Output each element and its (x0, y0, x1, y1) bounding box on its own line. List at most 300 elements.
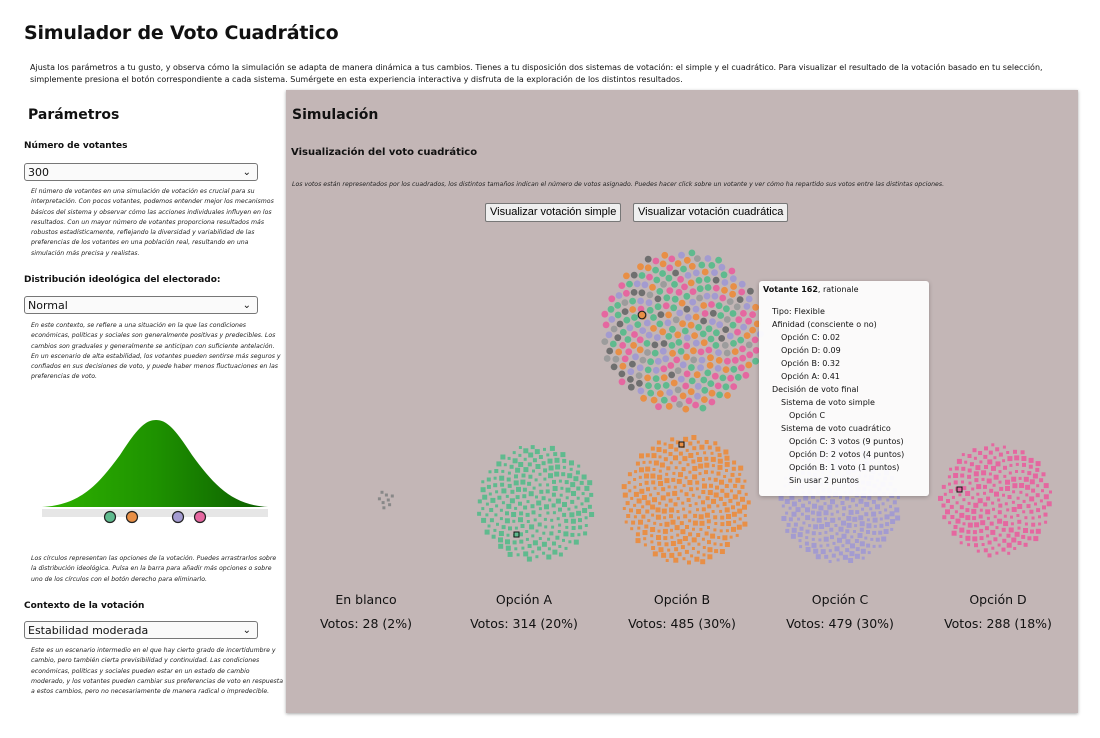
voter-dot[interactable] (683, 343, 690, 350)
voter-dot[interactable] (709, 390, 716, 397)
voter-dot[interactable] (672, 296, 679, 303)
voter-dot[interactable] (700, 377, 707, 384)
voter-dot[interactable] (653, 277, 660, 284)
voter-dot[interactable] (724, 316, 731, 323)
voter-dot[interactable] (678, 348, 685, 355)
voter-dot[interactable] (734, 329, 741, 336)
ideology-distribution-chart[interactable] (40, 415, 272, 527)
voter-dot[interactable] (622, 299, 629, 306)
voter-dot[interactable] (716, 321, 723, 328)
voter-dot[interactable] (656, 288, 663, 295)
voter-dot[interactable] (722, 279, 729, 286)
voter-dot[interactable] (698, 262, 705, 269)
voter-dot[interactable] (638, 388, 645, 395)
voter-dot[interactable] (680, 361, 687, 368)
voter-dot[interactable] (710, 310, 717, 317)
voter-dot[interactable] (737, 337, 744, 344)
voter-dot[interactable] (699, 357, 706, 364)
voter-dot[interactable] (689, 250, 696, 257)
voter-dot[interactable] (697, 285, 704, 292)
voter-dot[interactable] (646, 274, 653, 281)
voter-dot[interactable] (644, 320, 651, 327)
voter-dot[interactable] (628, 384, 635, 391)
distribution-bar[interactable] (42, 509, 268, 517)
voter-dot[interactable] (640, 395, 647, 402)
voter-dot[interactable] (700, 405, 707, 412)
voter-dot[interactable] (677, 276, 684, 283)
voter-dot[interactable] (653, 375, 660, 382)
voter-dot[interactable] (693, 340, 700, 347)
voter-dot[interactable] (670, 304, 677, 311)
voter-dot[interactable] (639, 327, 646, 334)
voter-dot[interactable] (652, 342, 659, 349)
voter-dot[interactable] (704, 276, 711, 283)
voter-dot[interactable] (637, 364, 644, 371)
voter-dot[interactable] (678, 376, 685, 383)
voter-dot[interactable] (735, 316, 742, 323)
voter-dot[interactable] (697, 364, 704, 371)
voter-dot[interactable] (695, 383, 702, 390)
voter-dot[interactable] (701, 387, 708, 394)
voter-dot[interactable] (654, 383, 661, 390)
voter-dot[interactable] (652, 267, 659, 274)
voter-dot[interactable] (739, 281, 746, 288)
voter-dot[interactable] (653, 367, 660, 374)
voter-dot[interactable] (715, 383, 722, 390)
voter-dot[interactable] (619, 342, 626, 349)
voter-dot[interactable] (740, 310, 747, 317)
voter-dot[interactable] (724, 392, 731, 399)
voter-dot[interactable] (688, 280, 695, 287)
voter-dot[interactable] (619, 371, 626, 378)
voter-dot[interactable] (705, 284, 712, 291)
voter-dot[interactable] (620, 363, 627, 370)
voter-dot[interactable] (700, 331, 707, 338)
voter-dot[interactable] (716, 357, 723, 364)
voter-dot[interactable] (713, 329, 720, 336)
voter-dot[interactable] (614, 334, 621, 341)
voter-dot[interactable] (660, 261, 667, 268)
voter-dot[interactable] (672, 270, 679, 277)
quadratic-vote-button[interactable]: Visualizar votación cuadrática (633, 203, 788, 222)
voter-dot[interactable] (610, 341, 617, 348)
voter-dot[interactable] (747, 288, 754, 295)
voter-dot[interactable] (752, 358, 759, 365)
voter-dot[interactable] (724, 358, 731, 365)
voter-dot[interactable] (700, 302, 707, 309)
voter-dot[interactable] (661, 374, 668, 381)
option-d-handle[interactable] (195, 512, 206, 523)
voter-dot[interactable] (625, 336, 632, 343)
voter-dot[interactable] (729, 268, 736, 275)
voter-dot[interactable] (626, 281, 633, 288)
voter-dot[interactable] (686, 398, 693, 405)
voter-dot[interactable] (668, 372, 675, 379)
voter-dot[interactable] (618, 282, 625, 289)
voter-dot[interactable] (683, 293, 690, 300)
voter-dot[interactable] (715, 257, 722, 264)
voter-dot[interactable] (644, 340, 651, 347)
voter-dot[interactable] (673, 316, 680, 323)
voter-dot[interactable] (645, 382, 652, 389)
voter-dot[interactable] (669, 350, 676, 357)
voter-dot[interactable] (707, 362, 714, 369)
voter-dot[interactable] (606, 348, 613, 355)
voter-dot[interactable] (613, 356, 620, 363)
voter-dot[interactable] (637, 263, 644, 270)
voter-dot[interactable] (611, 326, 618, 333)
voter-dot[interactable] (712, 373, 719, 380)
voter-dot[interactable] (649, 284, 656, 291)
voter-dot[interactable] (662, 355, 669, 362)
voter-dot[interactable] (629, 361, 636, 368)
voter-dot[interactable] (647, 307, 654, 314)
voter-dot[interactable] (666, 403, 673, 410)
voter-dot[interactable] (730, 283, 737, 290)
voter-dot[interactable] (671, 395, 678, 402)
voter-dot[interactable] (722, 326, 729, 333)
voter-dot[interactable] (693, 270, 700, 277)
voter-dot[interactable] (732, 348, 739, 355)
voter-dot[interactable] (752, 304, 759, 311)
voter-dot[interactable] (646, 299, 653, 306)
voter-dot[interactable] (660, 281, 667, 288)
voter-dot[interactable] (706, 325, 713, 332)
voter-dot[interactable] (685, 314, 692, 321)
voter-dot[interactable] (746, 351, 753, 358)
voter-dot[interactable] (629, 306, 636, 313)
voter-dot[interactable] (681, 284, 688, 291)
voter-dot[interactable] (744, 303, 751, 310)
voter-dot[interactable] (606, 332, 613, 339)
voter-dot[interactable] (663, 302, 670, 309)
voter-dot[interactable] (659, 270, 666, 277)
voter-dot[interactable] (608, 306, 615, 313)
voter-dot[interactable] (688, 364, 695, 371)
voter-dot[interactable] (752, 337, 759, 344)
voter-dot[interactable] (611, 364, 618, 371)
voter-dot[interactable] (684, 257, 691, 264)
voter-dot[interactable] (663, 382, 670, 389)
voter-dot[interactable] (676, 289, 683, 296)
voter-dot[interactable] (675, 367, 682, 374)
voter-dot[interactable] (675, 260, 682, 267)
context-select[interactable] (24, 621, 258, 639)
voter-dot[interactable] (676, 310, 683, 317)
voter-dot[interactable] (636, 372, 643, 379)
voter-dot[interactable] (655, 403, 662, 410)
voter-dot[interactable] (730, 322, 737, 329)
voters-select[interactable] (24, 163, 258, 181)
voter-dot[interactable] (682, 383, 689, 390)
voter-dot[interactable] (653, 258, 660, 265)
voter-dot[interactable] (705, 255, 712, 262)
voter-dot[interactable] (682, 328, 689, 335)
voter-dot[interactable] (645, 264, 652, 271)
voter-dot[interactable] (730, 275, 737, 282)
voter-dot[interactable] (707, 354, 714, 361)
voter-dot[interactable] (724, 350, 731, 357)
voter-dot[interactable] (674, 331, 681, 338)
voter-dot[interactable] (717, 312, 724, 319)
voter-dot[interactable] (738, 364, 745, 371)
voter-dot[interactable] (701, 339, 708, 346)
voter-dot[interactable] (655, 358, 662, 365)
voter-dot[interactable] (608, 295, 615, 302)
voter-dot[interactable] (647, 292, 654, 299)
voter-dot[interactable] (729, 291, 736, 298)
voter-dot[interactable] (716, 392, 723, 399)
voter-dot[interactable] (745, 362, 752, 369)
voter-dot[interactable] (723, 305, 730, 312)
voter-dot[interactable] (708, 336, 715, 343)
voter-dot[interactable] (623, 317, 630, 324)
voter-dot[interactable] (707, 380, 714, 387)
voter-dot[interactable] (739, 346, 746, 353)
voter-dot[interactable] (630, 342, 637, 349)
voter-dot[interactable] (661, 340, 668, 347)
voter-dot[interactable] (730, 366, 737, 373)
voter-dot[interactable] (645, 367, 652, 374)
distribution-select[interactable] (24, 296, 258, 314)
voter-dot[interactable] (735, 374, 742, 381)
voter-dot[interactable] (660, 365, 667, 372)
voter-dot[interactable] (666, 275, 673, 282)
voter-dot[interactable] (675, 387, 682, 394)
voter-dot[interactable] (740, 324, 747, 331)
voter-dot[interactable] (694, 371, 701, 378)
voter-dot[interactable] (739, 355, 746, 362)
voter-dot[interactable] (684, 306, 691, 313)
voter-dot[interactable] (665, 333, 672, 340)
voter-dot[interactable] (658, 311, 665, 318)
voter-dot[interactable] (622, 308, 629, 315)
voter-dot[interactable] (723, 366, 730, 373)
voter-dot[interactable] (620, 329, 627, 336)
voter-dot[interactable] (712, 293, 719, 300)
voter-dot[interactable] (637, 346, 644, 353)
voter-dot[interactable] (667, 362, 674, 369)
voter-dot[interactable] (723, 383, 730, 390)
voter-dot[interactable] (709, 399, 716, 406)
voter-dot[interactable] (632, 353, 639, 360)
voter-dot[interactable] (688, 322, 695, 329)
voter-dot[interactable] (652, 350, 659, 357)
voter-dot[interactable] (637, 298, 644, 305)
voter-dot[interactable] (745, 318, 752, 325)
voter-dot[interactable] (715, 349, 722, 356)
voter-dot[interactable] (631, 314, 638, 321)
voter-dot[interactable] (694, 393, 701, 400)
voter-dot[interactable] (704, 293, 711, 300)
voter-dot[interactable] (622, 355, 629, 362)
selected-voter-dot[interactable] (638, 311, 646, 319)
voter-dot[interactable] (690, 288, 697, 295)
voter-dot[interactable] (693, 314, 700, 321)
voter-dot[interactable] (625, 348, 632, 355)
voter-dot[interactable] (746, 342, 753, 349)
voter-dot[interactable] (696, 277, 703, 284)
voter-dot[interactable] (715, 365, 722, 372)
voter-dot[interactable] (650, 325, 657, 332)
voter-dot[interactable] (708, 262, 715, 269)
voter-dot[interactable] (640, 357, 647, 364)
voter-dot[interactable] (616, 292, 623, 299)
voter-dot[interactable] (615, 349, 622, 356)
voter-dot[interactable] (668, 256, 675, 263)
voter-dot[interactable] (639, 289, 646, 296)
voter-dot[interactable] (627, 368, 634, 375)
voter-dot[interactable] (688, 388, 695, 395)
voter-dot[interactable] (727, 333, 734, 340)
voter-dot[interactable] (659, 328, 666, 335)
voter-dot[interactable] (631, 272, 638, 279)
voter-dot[interactable] (676, 401, 683, 408)
voter-dot[interactable] (601, 338, 608, 345)
voter-dot[interactable] (702, 269, 709, 276)
voter-dot[interactable] (718, 335, 725, 342)
voter-dot[interactable] (730, 340, 737, 347)
voter-dot[interactable] (663, 294, 670, 301)
voter-dot[interactable] (716, 302, 723, 309)
voter-dot[interactable] (671, 380, 678, 387)
voter-dot[interactable] (691, 332, 698, 339)
voter-dot[interactable] (705, 347, 712, 354)
voter-dot[interactable] (637, 336, 644, 343)
voter-dot[interactable] (647, 358, 654, 365)
voter-dot[interactable] (665, 312, 672, 319)
voter-dot[interactable] (683, 354, 690, 361)
voter-dot[interactable] (639, 272, 646, 279)
voter-dot[interactable] (678, 252, 685, 259)
voter-dot[interactable] (665, 319, 672, 326)
voter-dot[interactable] (689, 378, 696, 385)
voter-dot[interactable] (696, 295, 703, 302)
voter-dot[interactable] (636, 380, 643, 387)
voter-dot[interactable] (656, 321, 663, 328)
voter-dot[interactable] (720, 375, 727, 382)
voter-dot[interactable] (709, 318, 716, 325)
voter-dot[interactable] (615, 312, 622, 319)
voter-dot[interactable] (669, 326, 676, 333)
voter-dot[interactable] (623, 273, 630, 280)
voter-dot[interactable] (700, 318, 707, 325)
voter-dot[interactable] (713, 285, 720, 292)
voter-dot[interactable] (655, 303, 662, 310)
voter-dot[interactable] (651, 397, 658, 404)
voter-dot[interactable] (679, 320, 686, 327)
voter-dot[interactable] (744, 332, 751, 339)
voter-dot[interactable] (666, 265, 673, 272)
voter-dot[interactable] (719, 295, 726, 302)
voter-dot[interactable] (666, 287, 673, 294)
voter-dot[interactable] (608, 316, 615, 323)
voter-dot[interactable] (601, 311, 608, 318)
voter-dot[interactable] (684, 371, 691, 378)
voter-dot[interactable] (711, 269, 718, 276)
voter-dot[interactable] (631, 289, 638, 296)
voter-dot[interactable] (732, 357, 739, 364)
voter-dot[interactable] (634, 280, 641, 287)
option-c-handle[interactable] (173, 512, 184, 523)
voter-dot[interactable] (669, 342, 676, 349)
voter-dot[interactable] (645, 256, 652, 263)
voter-dot[interactable] (666, 389, 673, 396)
voter-dot[interactable] (673, 357, 680, 364)
voter-dot[interactable] (704, 370, 711, 377)
voter-dot[interactable] (644, 349, 651, 356)
voter-dot[interactable] (749, 327, 756, 334)
voter-dot[interactable] (627, 376, 634, 383)
voter-dot[interactable] (680, 393, 687, 400)
voter-dot[interactable] (702, 310, 709, 317)
voter-dot[interactable] (694, 255, 701, 262)
voter-dot[interactable] (614, 302, 621, 309)
voter-dot[interactable] (737, 296, 744, 303)
voter-dot[interactable] (680, 266, 687, 273)
voter-dot[interactable] (685, 272, 692, 279)
voter-dot[interactable] (722, 342, 729, 349)
option-a-handle[interactable] (105, 512, 116, 523)
option-b-handle[interactable] (127, 512, 138, 523)
voter-dot[interactable] (627, 324, 634, 331)
voter-dot[interactable] (650, 314, 657, 321)
voter-dot[interactable] (727, 375, 734, 382)
voter-dot[interactable] (619, 378, 626, 385)
voter-dot[interactable] (734, 303, 741, 310)
voter-dot[interactable] (654, 334, 661, 341)
voter-dot[interactable] (676, 339, 683, 346)
voter-dot[interactable] (623, 290, 630, 297)
voter-dot[interactable] (660, 348, 667, 355)
voter-dot[interactable] (708, 301, 715, 308)
voter-dot[interactable] (713, 277, 720, 284)
voter-dot[interactable] (679, 300, 686, 307)
voter-dot[interactable] (701, 396, 708, 403)
voter-dot[interactable] (719, 264, 726, 271)
simple-vote-button[interactable]: Visualizar votación simple (485, 203, 621, 222)
voter-dot[interactable] (689, 263, 696, 270)
voter-dot[interactable] (727, 298, 734, 305)
voter-dot[interactable] (604, 355, 611, 362)
voter-dot[interactable] (657, 390, 664, 397)
voter-dot[interactable] (655, 296, 662, 303)
voter-dot[interactable] (749, 311, 756, 318)
voter-dot[interactable] (738, 289, 745, 296)
voter-dot[interactable] (642, 281, 649, 288)
voter-dot[interactable] (647, 390, 654, 397)
voter-dot[interactable] (743, 372, 750, 379)
voter-dot[interactable] (603, 322, 610, 329)
voter-dot[interactable] (690, 357, 697, 364)
voter-dot[interactable] (629, 298, 636, 305)
voter-dot[interactable] (661, 252, 668, 259)
voter-dot[interactable] (692, 402, 699, 409)
voter-dot[interactable] (671, 281, 678, 288)
voter-dot[interactable] (634, 321, 641, 328)
voter-dot[interactable] (746, 296, 753, 303)
voter-dot[interactable] (690, 347, 697, 354)
voter-dot[interactable] (721, 287, 728, 294)
voter-dot[interactable] (661, 397, 668, 404)
voter-dot[interactable] (730, 383, 737, 390)
voter-dot[interactable] (695, 324, 702, 331)
voter-dot[interactable] (698, 349, 705, 356)
voter-dot[interactable] (730, 310, 737, 317)
voter-dot[interactable] (689, 299, 696, 306)
voter-dot[interactable] (644, 375, 651, 382)
voter-dot[interactable] (682, 406, 689, 413)
